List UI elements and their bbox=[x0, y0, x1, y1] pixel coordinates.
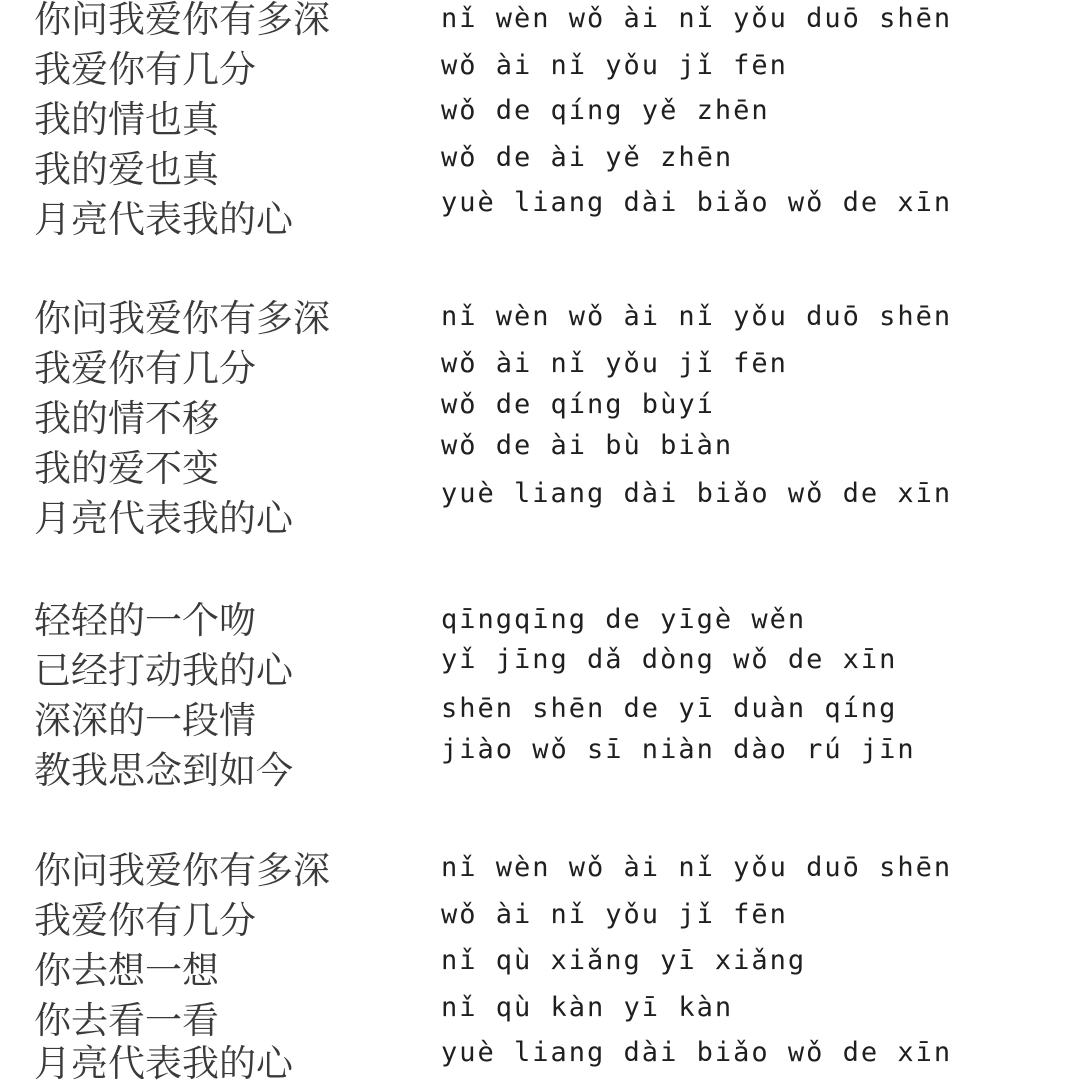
pinyin-line: nǐ qù kàn yī kàn bbox=[441, 992, 734, 1023]
hanzi-line: 我的爱不变 bbox=[34, 447, 219, 490]
pinyin-line: wǒ ài nǐ yǒu jǐ fēn bbox=[441, 899, 788, 930]
hanzi-line: 你去想一想 bbox=[34, 949, 219, 992]
pinyin-line: yǐ jīng dǎ dòng wǒ de xīn bbox=[441, 644, 898, 675]
pinyin-line: yuè liang dài biǎo wǒ de xīn bbox=[441, 1037, 953, 1068]
pinyin-line: wǒ de ài yě zhēn bbox=[441, 142, 734, 173]
hanzi-line: 深深的一段情 bbox=[34, 699, 256, 742]
pinyin-line: wǒ de qíng yě zhēn bbox=[441, 95, 770, 126]
pinyin-line: jiào wǒ sī niàn dào rú jīn bbox=[441, 734, 916, 765]
pinyin-line: wǒ de ài bù biàn bbox=[441, 430, 734, 461]
hanzi-line: 教我思念到如今 bbox=[34, 749, 293, 792]
pinyin-line: shēn shēn de yī duàn qíng bbox=[441, 693, 898, 724]
hanzi-line: 已经打动我的心 bbox=[34, 649, 293, 692]
pinyin-line: yuè liang dài biǎo wǒ de xīn bbox=[441, 187, 953, 218]
pinyin-line: yuè liang dài biǎo wǒ de xīn bbox=[441, 478, 953, 509]
pinyin-line: nǐ wèn wǒ ài nǐ yǒu duō shēn bbox=[441, 301, 953, 332]
hanzi-line: 我的情不移 bbox=[34, 397, 219, 440]
hanzi-line: 我的爱也真 bbox=[34, 148, 219, 191]
hanzi-line: 你去看一看 bbox=[34, 999, 219, 1042]
hanzi-line: 你问我爱你有多深 bbox=[34, 0, 330, 41]
hanzi-line: 你问我爱你有多深 bbox=[34, 849, 330, 892]
hanzi-line: 你问我爱你有多深 bbox=[34, 297, 330, 340]
pinyin-line: qīngqīng de yīgè wěn bbox=[441, 604, 807, 635]
hanzi-line: 我爱你有几分 bbox=[34, 347, 256, 390]
hanzi-line: 轻轻的一个吻 bbox=[34, 599, 256, 642]
pinyin-line: wǒ ài nǐ yǒu jǐ fēn bbox=[441, 50, 788, 81]
pinyin-line: nǐ wèn wǒ ài nǐ yǒu duō shēn bbox=[441, 852, 953, 883]
hanzi-line: 月亮代表我的心 bbox=[34, 198, 293, 241]
hanzi-line: 月亮代表我的心 bbox=[34, 497, 293, 540]
hanzi-line: 月亮代表我的心 bbox=[34, 1042, 293, 1085]
hanzi-line: 我爱你有几分 bbox=[34, 48, 256, 91]
hanzi-line: 我爱你有几分 bbox=[34, 899, 256, 942]
pinyin-line: nǐ qù xiǎng yī xiǎng bbox=[441, 945, 807, 976]
pinyin-line: wǒ ài nǐ yǒu jǐ fēn bbox=[441, 348, 788, 379]
hanzi-line: 我的情也真 bbox=[34, 98, 219, 141]
pinyin-line: nǐ wèn wǒ ài nǐ yǒu duō shēn bbox=[441, 3, 953, 34]
pinyin-line: wǒ de qíng bùyí bbox=[441, 389, 715, 420]
